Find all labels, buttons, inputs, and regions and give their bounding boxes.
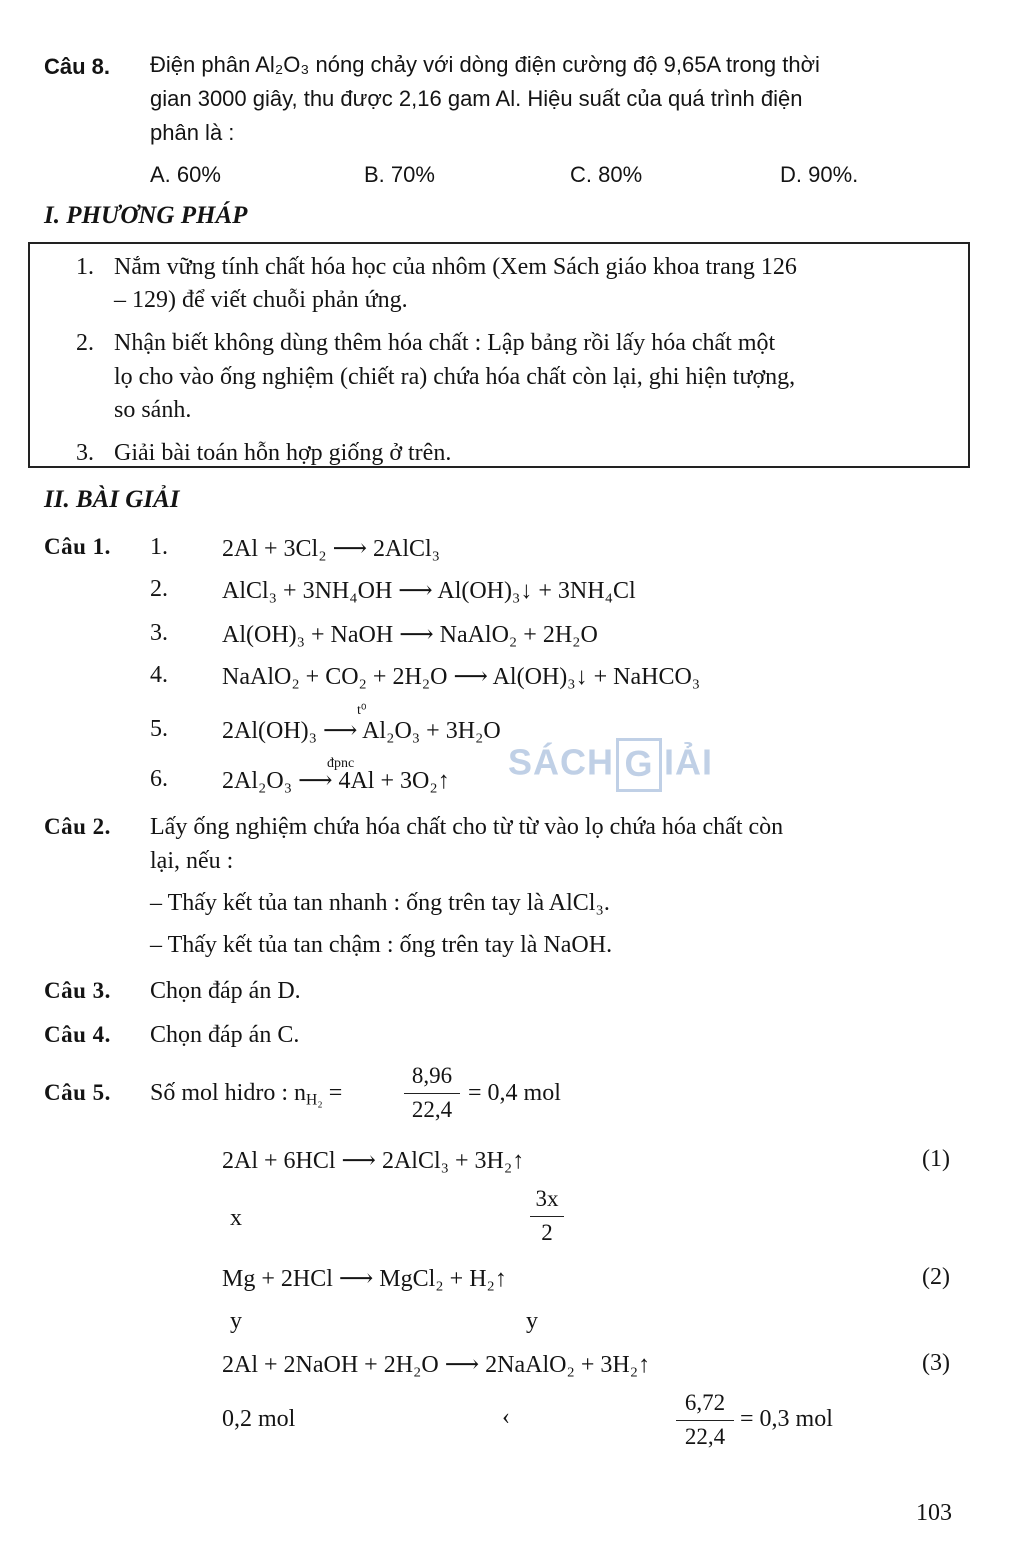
method-item-2-line-1: Nhận biết không dùng thêm hóa chất : Lập bảng rồi lấy hóa chất một bbox=[114, 330, 776, 356]
q1-reaction-6-condition: đpnc bbox=[327, 756, 355, 771]
q5-intro-subscript: H₂ bbox=[306, 1091, 323, 1109]
method-item-3-line-1: Giải bài toán hỗn hợp giống ở trên. bbox=[114, 440, 452, 466]
q1-reaction-5-num: 5. bbox=[150, 716, 168, 742]
q5-hydrogen-result: = 0,4 mol bbox=[468, 1080, 561, 1106]
watermark-box: G bbox=[616, 738, 662, 792]
q1-reaction-6-num: 6. bbox=[150, 766, 168, 792]
q1-reaction-6: 2Al₂O₃ ⟶ 4Al + 3O₂↑ bbox=[222, 768, 450, 794]
q5-eq-1-tag: (1) bbox=[922, 1146, 950, 1172]
q5-eq-3-result: = 0,3 mol bbox=[740, 1406, 833, 1432]
method-item-2-num: 2. bbox=[76, 330, 94, 356]
q5-eq-3-arrow: ‹ bbox=[502, 1404, 510, 1430]
q1-reaction-5-condition: t⁰ bbox=[357, 703, 367, 718]
q5-eq-1-frac-denominator: 2 bbox=[541, 1220, 553, 1245]
q5-frac-denominator: 22,4 bbox=[411, 1097, 453, 1122]
fraction-bar bbox=[676, 1420, 734, 1421]
q5-eq-3-tag: (3) bbox=[922, 1350, 950, 1376]
q8-line-1: Điện phân Al₂O₃ nóng chảy với dòng điện cường độ 9,65A trong thời bbox=[150, 52, 820, 77]
fraction-bar bbox=[404, 1093, 460, 1094]
q5-frac-numerator: 8,96 bbox=[411, 1063, 453, 1088]
q2-bullet-2: – Thấy kết tủa tan chậm : ống trên tay là NaOH. bbox=[150, 932, 613, 958]
q5-intro-text: Số mol hidro : n bbox=[150, 1080, 307, 1106]
q2-line-1: Lấy ống nghiệm chứa hóa chất cho từ từ vào lọ chứa hóa chất còn bbox=[150, 814, 784, 840]
q5-eq-1-frac-numerator: 3x bbox=[535, 1186, 559, 1211]
q5-eq-3-frac-numerator: 6,72 bbox=[684, 1390, 726, 1415]
fraction-bar bbox=[530, 1216, 564, 1217]
method-item-3-num: 3. bbox=[76, 440, 94, 466]
q1-reaction-5: 2Al(OH)₃ ⟶ Al₂O₃ + 3H₂O bbox=[222, 718, 501, 744]
method-item-2-line-2: lọ cho vào ống nghiệm (chiết ra) chứa hóa chất còn lại, ghi hiện tượng, bbox=[114, 364, 796, 390]
q1-reaction-2-num: 2. bbox=[150, 576, 168, 602]
page-number: 103 bbox=[916, 1500, 952, 1526]
q2-bullet-1: – Thấy kết tủa tan nhanh : ống trên tay là AlCl₃. bbox=[150, 890, 610, 916]
q4-text: Chọn đáp án C. bbox=[150, 1022, 300, 1048]
q1-reaction-1-num: 1. bbox=[150, 534, 168, 560]
q1-reaction-3: Al(OH)₃ + NaOH ⟶ NaAlO₂ + 2H₂O bbox=[222, 622, 598, 648]
watermark-left: SÁCH bbox=[508, 741, 615, 783]
q8-option-b: B. 70% bbox=[364, 162, 435, 187]
q5-eq-3-mol: 0,2 mol bbox=[222, 1406, 296, 1432]
q8-line-3: phân là : bbox=[150, 120, 235, 145]
method-item-1-line-1: Nắm vững tính chất hóa học của nhôm (Xem Sách giáo khoa trang 126 bbox=[114, 254, 797, 280]
method-item-1-num: 1. bbox=[76, 254, 94, 280]
section-1-heading: I. PHƯƠNG PHÁP bbox=[44, 202, 248, 229]
q2-line-2: lại, nếu : bbox=[150, 848, 234, 874]
method-item-2-line-3: so sánh. bbox=[114, 397, 192, 423]
q5-intro: Số mol hidro : $n_{H_2}$ = bbox=[150, 1080, 343, 1109]
q2-label: Câu 2. bbox=[44, 814, 111, 839]
q3-label: Câu 3. bbox=[44, 978, 111, 1003]
q8-option-d: D. 90%. bbox=[780, 162, 859, 187]
q5-eq-1-fraction bbox=[530, 1186, 564, 1246]
q8-option-a: A. 60% bbox=[150, 162, 221, 187]
q5-label: Câu 5. bbox=[44, 1080, 111, 1105]
q1-reaction-1: 2Al + 3Cl₂ ⟶ 2AlCl₃ bbox=[222, 536, 441, 562]
section-2-heading: II. BÀI GIẢI bbox=[44, 486, 180, 513]
q1-reaction-2: AlCl₃ + 3NH₄OH ⟶ Al(OH)₃↓ + 3NH₄Cl bbox=[222, 578, 636, 604]
q1-reaction-4-num: 4. bbox=[150, 662, 168, 688]
q4-label: Câu 4. bbox=[44, 1022, 111, 1047]
q1-reaction-4: NaAlO₂ + CO₂ + 2H₂O ⟶ Al(OH)₃↓ + NaHCO₃ bbox=[222, 664, 701, 690]
q5-eq-1: 2Al + 6HCl ⟶ 2AlCl₃ + 3H₂↑ bbox=[222, 1148, 525, 1174]
q5-eq-3-fraction bbox=[676, 1390, 734, 1450]
q5-eq-3: 2Al + 2NaOH + 2H₂O ⟶ 2NaAlO₂ + 3H₂↑ bbox=[222, 1352, 651, 1378]
q8-option-c: C. 80% bbox=[570, 162, 643, 187]
q5-eq-2-tag: (2) bbox=[922, 1264, 950, 1290]
q1-label: Câu 1. bbox=[44, 534, 111, 559]
q5-eq-2-y-left: y bbox=[230, 1308, 242, 1334]
q8-label: Câu 8. bbox=[44, 54, 111, 79]
q5-hydrogen-fraction bbox=[404, 1063, 460, 1123]
watermark-logo bbox=[508, 738, 713, 792]
q5-eq-1-x: x bbox=[230, 1205, 242, 1231]
q1-reaction-3-num: 3. bbox=[150, 620, 168, 646]
watermark-right: IẢI bbox=[664, 741, 714, 783]
method-item-1-line-2: – 129) để viết chuỗi phản ứng. bbox=[114, 287, 408, 313]
q5-eq-2-y-right: y bbox=[526, 1308, 538, 1334]
q5-eq-3-frac-denominator: 22,4 bbox=[684, 1424, 726, 1449]
q5-eq-2: Mg + 2HCl ⟶ MgCl₂ + H₂↑ bbox=[222, 1266, 507, 1292]
q3-text: Chọn đáp án D. bbox=[150, 978, 301, 1004]
q8-line-2: gian 3000 giây, thu được 2,16 gam Al. Hiệu suất của quá trình điện bbox=[150, 86, 803, 111]
